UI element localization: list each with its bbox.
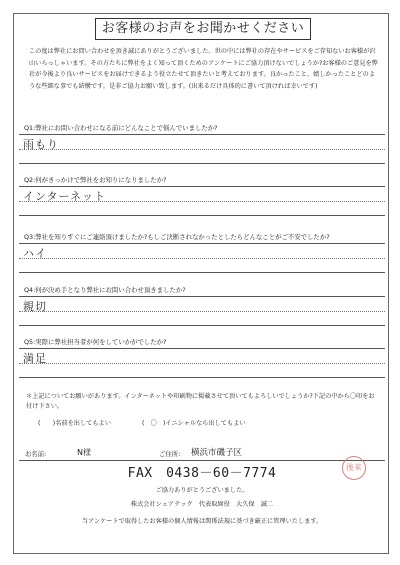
thanks-text: ご協力ありがとうございました。 [155,487,249,494]
answer-guide-line [19,149,385,150]
question-4-answer-box [19,296,385,326]
question-5-answer-box [19,348,385,378]
company-seal: 後来 [342,456,366,480]
page-title: お客様のお声をお聞かせください [95,18,311,40]
question-1-label: Q1:弊社にお問い合わせになる前にどんなことで悩んでいましたか? [24,124,218,132]
consent-option-initials[interactable]: ( 〇 )イニシャルなら出してもよい [142,420,246,427]
question-2-answer-box [19,186,385,216]
answer-guide-line [19,363,385,364]
fax-number: FAX 0438－60－7774 [127,466,277,481]
consent-text: ＊上記についてお願いがあります。インターネットや印刷物に掲載させて頂いてもよろしいでしょうか?下記の中から〇印をお付け下さい。 [26,393,375,410]
address-value: 横浜市磯子区 [191,448,243,458]
name-label: お名前: [25,450,47,458]
answer-guide-line [19,311,385,312]
name-value: N様 [77,448,91,457]
question-4-answer: 親切 [23,300,47,313]
answer-guide-line [19,258,385,259]
question-1-answer: 雨もり [23,138,59,151]
question-2-label: Q2:何がきっかけで弊社をお知りになりましたか? [24,176,167,184]
consent-option-name[interactable]: ( )名前を出してもよい [38,420,111,427]
question-3-label: Q3:弊社を知りすぐにご連絡頂けましたか?もしご決断されなかったとしたらどんなことがご不安でしたか? [24,233,330,241]
question-3-answer-box [19,243,385,273]
intro-paragraph: この度は弊社にお問い合わせを頂き誠にありがとうございました。世の中には弊社の存在やサービスをご存知ないお客様が沢山いらっしゃいます。その方たちに弊社をよく知って頂くためのアンケートにご協力頂けないでしょうか?お客様のご意見を弊社が今後より良いサービスをお届けできるよう役立たせて頂きたいと考えております。良かったこと、嬉しかったことどのような些細な事でも結構です。是非ご協力お願い致します。(出来るだけ具体的に書いて頂ければ幸いです) [29,48,378,90]
survey-sheet [13,13,389,554]
question-4-label: Q4:何が決め手となり弊社にお問い合わせ頂きましたか? [24,286,186,294]
question-2-answer: インターネット [23,190,107,203]
privacy-note: 当アンケートで取得したお客様の個人情報は関係法規に基づき厳正に管理いたします。 [81,518,323,525]
question-5-label: Q5:実際に弊社担当者が何をしていかがでしたか? [24,338,167,346]
question-3-answer: ハイ [23,247,47,260]
address-label: ご住所: [159,450,181,458]
question-1-answer-box [19,134,385,164]
question-5-answer: 満足 [23,352,47,365]
signature-row [19,446,385,461]
company-line: 株式会社シェアテック 代表取締役 大久保 誠二 [130,501,274,508]
